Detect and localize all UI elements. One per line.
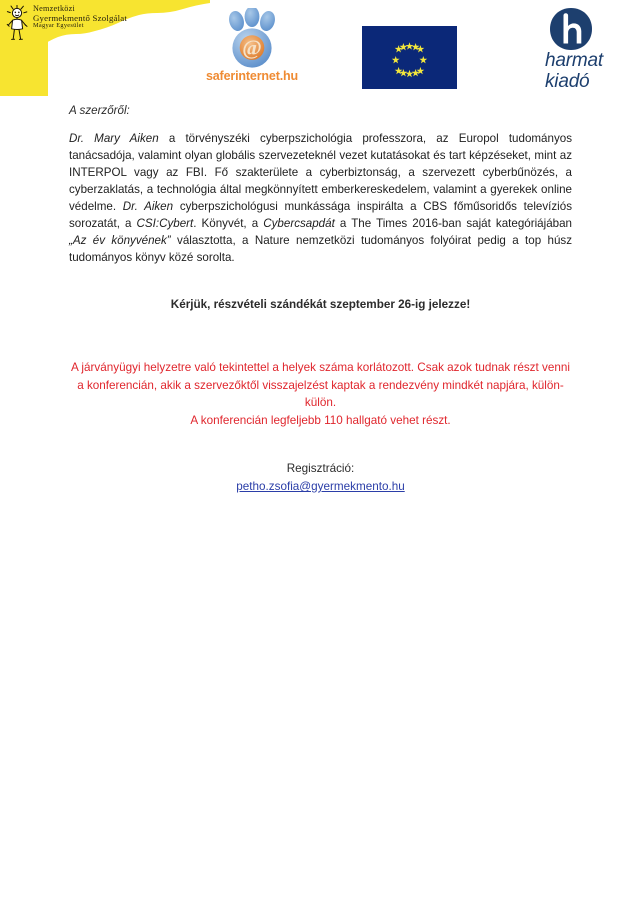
- harmat-h-monogram-icon: [547, 6, 595, 52]
- rsvp-deadline-notice: Kérjük, részvételi szándékát szeptember 26-ig jelezze!: [170, 297, 471, 311]
- ngysz-logo-line-2: Gyermekmentő Szolgálat: [33, 12, 128, 23]
- author-name-first-mention: Dr. Mary Aiken: [69, 132, 159, 145]
- ngysz-logo-line-1: Nemzetközi: [33, 4, 76, 13]
- author-bio-paragraph: [69, 131, 572, 267]
- bio-segment-6: . Könyvét, a: [193, 216, 264, 230]
- covid-capacity-notice: [69, 359, 572, 430]
- registration-label: Regisztráció:: [286, 462, 355, 475]
- svg-text:@: @: [242, 35, 262, 60]
- bio-segment-2: a törvényszéki cyberpszichológia professzora, az Europol tudományos tanácsadója, valamint olyan globális szervezeteknél vezet kutatásokat és tart képzéseket, mint az INTERPOL vagy az FBI. Fő szakterülete a cyberbiztonság, a szervezett cyberbűnözés, a cyberzaklatás, a technológia által megkönnyített emberkereskedelem, valamint a gyerekek online védelme.: [69, 132, 572, 213]
- document-body: [69, 104, 572, 496]
- harmat-kiado-logo: [544, 6, 632, 92]
- registration-email-link[interactable]: petho.zsofia@gyermekmento.hu: [236, 480, 405, 494]
- book-title: Cybercsapdát: [263, 216, 335, 230]
- bio-segment-10: választotta, a Nature nemzetközi tudományos folyóirat pedig a top húsz tudományos könyv közé sorolta.: [69, 233, 572, 264]
- covid-notice-line-2: A konferencián legfeljebb 110 hallgató vehet részt.: [190, 414, 451, 428]
- harmat-kiado-wordmark: [545, 50, 603, 93]
- tv-show-title: CSI:Cybert: [136, 216, 194, 230]
- ngysz-logo: [4, 4, 204, 46]
- book-of-the-year-quote: „Az év könyvének”: [69, 233, 171, 247]
- saferinternet-logo-caption: saferinternet.hu: [205, 69, 299, 83]
- harmat-line-1: harmat: [545, 50, 603, 71]
- document-header-band: [0, 0, 639, 100]
- about-author-heading: A szerzőről:: [69, 104, 130, 117]
- ngysz-logo-text: [33, 5, 193, 30]
- european-union-flag-icon: [362, 26, 457, 89]
- saferinternet-logo: [203, 8, 301, 90]
- bio-segment-8: a The Times 2016-ban saját kategóriájában: [334, 216, 572, 230]
- author-name-second-mention: Dr. Aiken: [122, 199, 174, 213]
- ngysz-logo-line-3: Magyar Egyesület: [33, 22, 84, 29]
- harmat-line-2: kiadó: [545, 71, 590, 93]
- covid-notice-line-1: A járványügyi helyzetre való tekintettel a helyek száma korlátozott. Csak azok tudnak részt venni a konferencián, akik a szervezőktől visszajelzést kaptak a rendezvény mindkét napjára, külön-külön.: [71, 360, 570, 410]
- bio-segment-4: cyberpszichológusi munkássága inspirálta a CBS főműsoridős televíziós sorozatát, a: [69, 199, 572, 230]
- paw-at-symbol-icon: [203, 8, 301, 70]
- child-drawing-icon: [4, 5, 32, 41]
- registration-block: [69, 460, 572, 496]
